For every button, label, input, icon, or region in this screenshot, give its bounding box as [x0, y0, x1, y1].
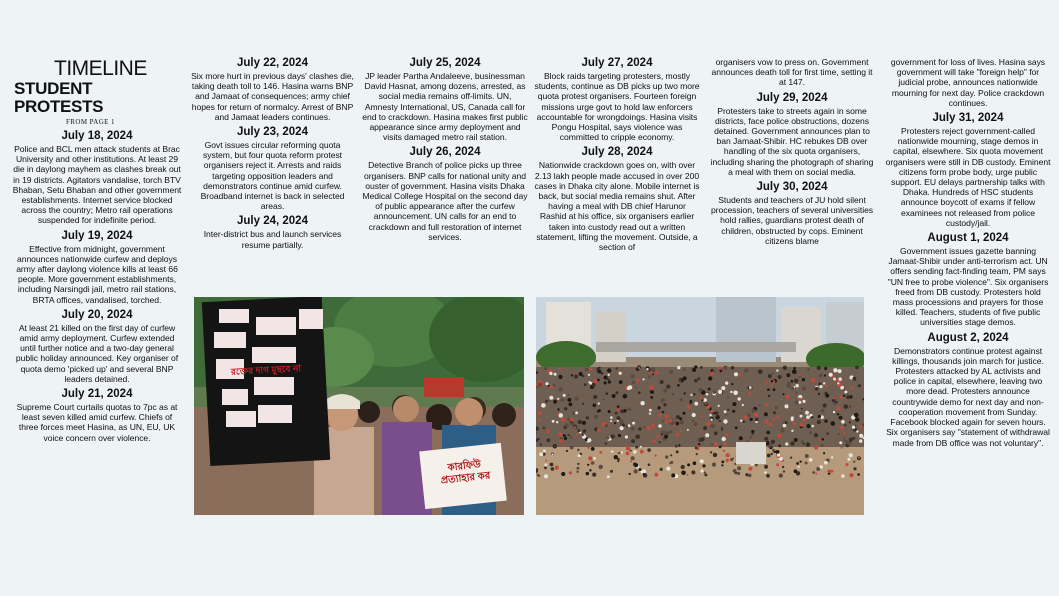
placard-text: কারফিউ প্রত্যাহার কর	[440, 459, 491, 487]
entry-jul-21	[12, 388, 182, 443]
entry-date: July 19, 2024	[61, 229, 133, 242]
entry-text: Police and BCL men attack students at Brac University and other institutions. At least 29 die in daylong mayhem as clashes break out in 19 districts. Agitators vandalise, torch BTV Bhaban, Setu Bhaban and other government establishments. Internet service blocked across the country; Metro rail operations suspended for indefinite period.	[12, 144, 182, 226]
entry-jul-22	[190, 57, 355, 122]
entry-text: Students and teachers of JU hold silent procession, teachers of several universities hold rallies, guardians protest death of children, obstructed by cops. Eminent citizens blame	[710, 195, 874, 246]
entry-text: organisers vow to press on. Government announces death toll for first time, setting it at 147.	[711, 57, 873, 88]
column-5	[708, 57, 876, 246]
entry-continued	[708, 57, 876, 88]
entry-date: July 25, 2024	[409, 57, 481, 69]
entry-date: July 29, 2024	[756, 91, 828, 104]
entry-jul-31	[884, 112, 1052, 228]
protest-photo-1	[194, 297, 524, 515]
entry-date: July 23, 2024	[237, 126, 308, 139]
entry-jul-23	[190, 126, 355, 211]
entry-aug-2	[884, 332, 1052, 448]
entry-aug-1	[884, 232, 1052, 328]
entry-text: Block raids targeting protesters, mostly students, continue as DB picks up two more quota protest organisers. Fourteen foreign missions urge govt to hold law enforcers accountable for wrongdoings. Hasina visits Pongu Hospital, says violence was committed to cripple economy.	[534, 71, 700, 143]
entry-text: Nationwide crackdown goes on, with over 2.13 lakh people made accused in over 200 cases in Dhaka city alone. Mobile internet is back, but social media remains shut. After having a meal with DB chief Harunor Rashid at his office, six organisers earlier taken into custody read out a written statement, lifting the movement. Outside, a section of	[534, 160, 700, 253]
entry-text: Demonstrators continue protest against killings, thousands join march for justice. Protesters attacked by AL activists and police in capital, elsewhere, leaving two more dead. Protesters announce countrywide demo for next day and non-cooperation movement from Sunday. Facebook blocked again for seven hours. Six organisers say "statement of withdrawal made from DB office was not voluntary".	[886, 345, 1050, 448]
entry-date: July 30, 2024	[756, 181, 828, 194]
protest-photo-2	[536, 297, 864, 515]
column-4	[534, 57, 700, 252]
entry-jul-25	[362, 57, 528, 142]
entry-date: July 27, 2024	[581, 57, 653, 69]
crowd-pattern	[536, 365, 864, 515]
entry-jul-24	[190, 215, 355, 249]
column-1	[12, 58, 182, 443]
entry-date: July 22, 2024	[237, 57, 308, 69]
entry-jul-26	[362, 146, 528, 242]
timeline-title: TIMELINE	[54, 57, 147, 80]
entry-text: Protesters take to streets again in some districts, face police obstructions, dozens detained. Government announces plan to ban Jamaat-Shibir. HC rebukes DB over handling of the six quota organisers, including sharing the photograph of sharing a meal with them on social media.	[710, 105, 874, 177]
entry-text: Government issues gazette banning Jamaat-Shibir under anti-terrorism act. UN offers sending fact-finding team, PM says "UN free to probe violence". Six organisers freed from DB custody. Protesters hold mass processions and prayers for those killed. Teachers, students of five public universities stage demos.	[887, 246, 1049, 328]
entry-text: Six more hurt in previous days' clashes die, taking death toll to 146. Hasina warns BNP and Jamaat of consequences; army chief hopes for return of normalcy. Arrest of BNP and Jamaat leaders continues.	[191, 71, 354, 122]
entry-date: July 21, 2024	[61, 388, 133, 401]
entry-date: July 31, 2024	[932, 112, 1004, 125]
entry-text: Inter-district bus and launch services resume partially.	[203, 229, 342, 250]
entry-date: August 2, 2024	[927, 331, 1009, 344]
entry-text: government for loss of lives. Hasina says government will take "foreign help" for judicial probe, announces nationwide mourning for next day. Police crackdown continues.	[890, 57, 1046, 108]
entry-jul-30	[708, 181, 876, 246]
timeline-subtitle: STUDENT PROTESTS	[14, 79, 104, 116]
entry-text: Govt issues circular reforming quota system, but four quota reform protest organisers reject it. Arrests and raids targeting opposition leaders and demonstrators continue amid curfew. Broadband internet is back in selected areas.	[200, 140, 345, 212]
entry-text: Effective from midnight, government announces nationwide curfew and deploys army after daylong violence kills at least 66 people. More government establishments, including Narsingdi jail, metro rail stations, BRTA offices, vandalised, torched.	[16, 243, 178, 305]
entry-date: August 1, 2024	[927, 232, 1009, 245]
column-2	[190, 57, 355, 250]
entry-text: At least 21 killed on the first day of curfew amid army deployment. Curfew extended until further notice and a two-day general public holiday announced. Key organiser of quota demo 'picked up' and several BNP leaders detained.	[15, 322, 179, 384]
entry-jul-28	[534, 146, 700, 252]
entry-date: July 24, 2024	[237, 215, 308, 228]
from-page-label: FROM PAGE 1	[66, 118, 115, 126]
entry-text: Detective Branch of police picks up three organisers. BNP calls for national unity and ouster of government. Hasina visits Dhaka Medical College Hospital on the second day of public appearance after the curfew announcement. UN calls for an end to crackdown and full restoration of internet services.	[362, 160, 528, 242]
entry-text: JP leader Partha Andaleeve, businessman David Hasnat, among dozens, arrested, as social media remains off-limits. UN, Amnesty International, US, Canada call for end to crackdown. Hasina makes first public appearance since army deployment and visits damaged metro rail station.	[362, 71, 528, 143]
column-3	[362, 57, 528, 242]
sign-text: রক্তের দাগ মুছবে না	[230, 363, 302, 377]
entry-jul-29	[708, 92, 876, 177]
entry-continued	[884, 57, 1052, 108]
entry-date: July 18, 2024	[61, 130, 133, 142]
entry-date: July 26, 2024	[409, 146, 481, 159]
entry-jul-27	[534, 57, 700, 142]
column-6	[884, 57, 1052, 448]
entry-jul-19	[12, 230, 182, 305]
entry-text: Supreme Court curtails quotas to 7pc as at least seven killed amid curfew. Chiefs of three forces meet Hasina, as UN, EU, UK voice concern over violence.	[16, 402, 178, 443]
entry-jul-20	[12, 309, 182, 384]
entry-date: July 20, 2024	[61, 308, 133, 321]
entry-date: July 28, 2024	[581, 146, 653, 159]
entry-jul-18	[12, 130, 182, 226]
entry-text: Protesters reject government-called nationwide mourning, stage demos in capital, elsewhere. Six quota movement organisers were still in DB custody. Eminent citizens form probe body, urge public support. EU delays partnership talks with Dhaka. Hundreds of HSC students announce boycott of exams if fellow examinees not released from police custody/jail.	[885, 126, 1051, 228]
